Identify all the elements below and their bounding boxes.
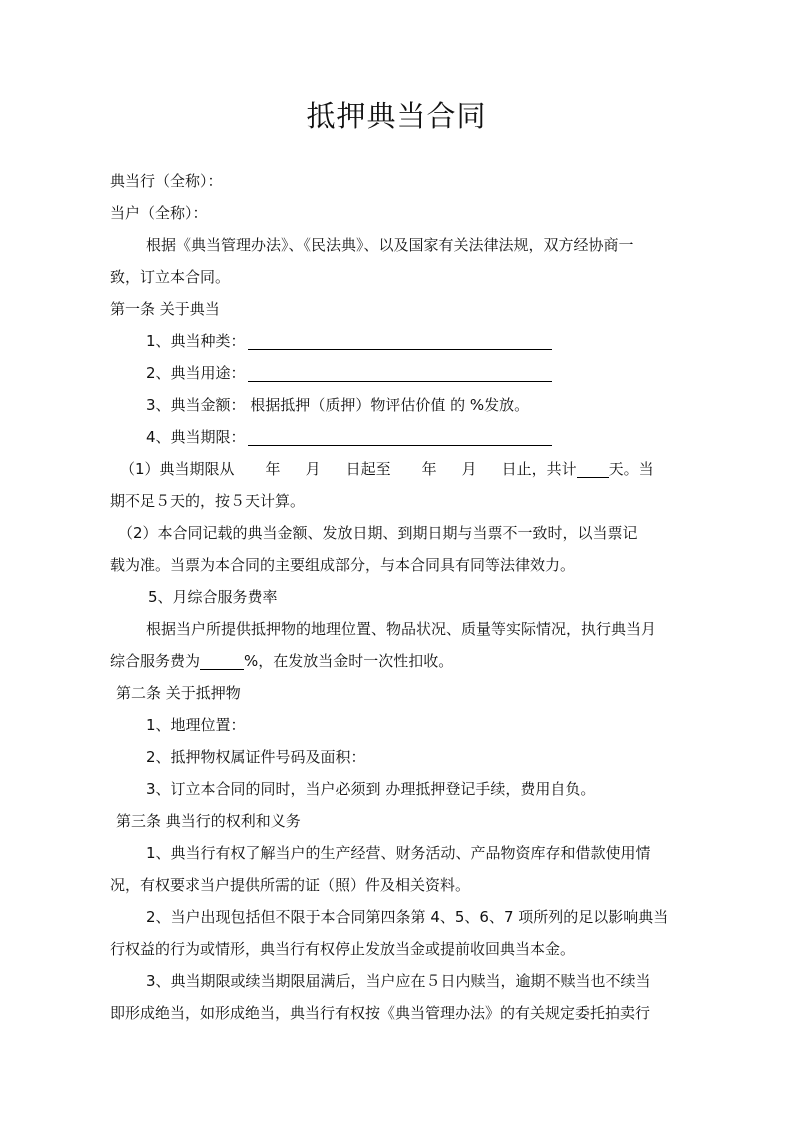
term-days-blank	[577, 461, 609, 478]
term-month1: 月	[305, 460, 321, 478]
note2-line1: （2）本合同记载的典当金额、发放日期、到期日期与当票不一致时，以当票记	[118, 524, 638, 542]
pawn-purpose-blank	[248, 364, 552, 382]
term-period-line2: 期不足５天的，按５天计算。	[110, 492, 306, 510]
service-fee-heading: 5、月综合服务费率	[148, 588, 278, 606]
art3-item3-line1: 3、典当期限或续当期限届满后，当户应在５日内赎当，逾期不赎当也不续当	[146, 972, 651, 990]
intro-paragraph-line1: 根据《典当管理办法》、《民法典》、以及国家有关法律法规，双方经协商一	[146, 236, 634, 254]
article1-heading: 第一条 关于典当	[110, 300, 220, 318]
art3-item2-line1: 2、当户出现包括但不限于本合同第四条第 4、5、6、7 项所列的足以影响典当	[146, 908, 669, 926]
client-name-line: 当户（全称）：	[110, 204, 208, 222]
pawnshop-name-line: 典当行（全称）：	[110, 172, 223, 190]
article3-heading: 第三条 典当行的权利和义务	[116, 812, 301, 830]
note2-line2: 载为准。当票为本合同的主要组成部分，与本合同具有同等法律效力。	[110, 556, 576, 574]
article2-heading: 第二条 关于抵押物	[116, 684, 241, 702]
art3-item3-line2: 即形成绝当，如形成绝当，典当行有权按《典当管理办法》的有关规定委托拍卖行	[110, 1004, 651, 1022]
pawn-amount-line: 3、典当金额： 根据抵押（质押）物评估价值 的 %发放。	[146, 396, 530, 414]
pawn-type-blank	[248, 332, 552, 350]
intro-paragraph-line2: 致，订立本合同。	[110, 268, 231, 286]
art3-item1-line1: 1、典当行有权了解当户的生产经营、财务活动、产品物资库存和借款使用情	[146, 844, 651, 862]
pawn-term-blank	[248, 428, 552, 446]
pawn-term-line	[146, 427, 552, 447]
pawn-type-label: 1、典当种类：	[146, 332, 246, 350]
service-fee-tail: %，在发放当金时一次性扣收。	[244, 652, 454, 670]
document-title: 抵押典当合同	[306, 99, 487, 133]
term-period-line1	[120, 459, 654, 479]
collateral-certificate-line: 2、抵押物权属证件号码及面积：	[146, 748, 366, 766]
pawn-purpose-line	[146, 363, 552, 383]
collateral-registration-line: 3、订立本合同的同时，当户必须到 办理抵押登记手续，费用自负。	[146, 780, 596, 798]
term-end-label: 日止，共计	[501, 460, 577, 478]
term-start-label: 日起至	[345, 460, 391, 478]
art3-item1-line2: 况，有权要求当户提供所需的证（照）件及相关资料。	[110, 876, 471, 894]
service-fee-line1: 根据当户所提供抵押物的地理位置、物品状况、质量等实际情况，执行典当月	[146, 620, 657, 638]
term-year1: 年	[265, 460, 281, 478]
service-fee-line2	[110, 651, 453, 671]
service-fee-blank	[200, 653, 244, 670]
term-from-label: （1）典当期限从	[120, 460, 235, 478]
term-month2: 月	[461, 460, 477, 478]
collateral-location-line: 1、地理位置：	[146, 716, 246, 734]
term-year2: 年	[421, 460, 437, 478]
pawn-purpose-label: 2、典当用途：	[146, 364, 246, 382]
pawn-type-line	[146, 331, 552, 351]
term-days-label: 天。当	[608, 460, 654, 478]
service-fee-label: 综合服务费为	[110, 652, 201, 670]
pawn-term-label: 4、典当期限：	[146, 428, 246, 446]
art3-item2-line2: 行权益的行为或情形，典当行有权停止发放当金或提前收回典当本金。	[110, 940, 576, 958]
